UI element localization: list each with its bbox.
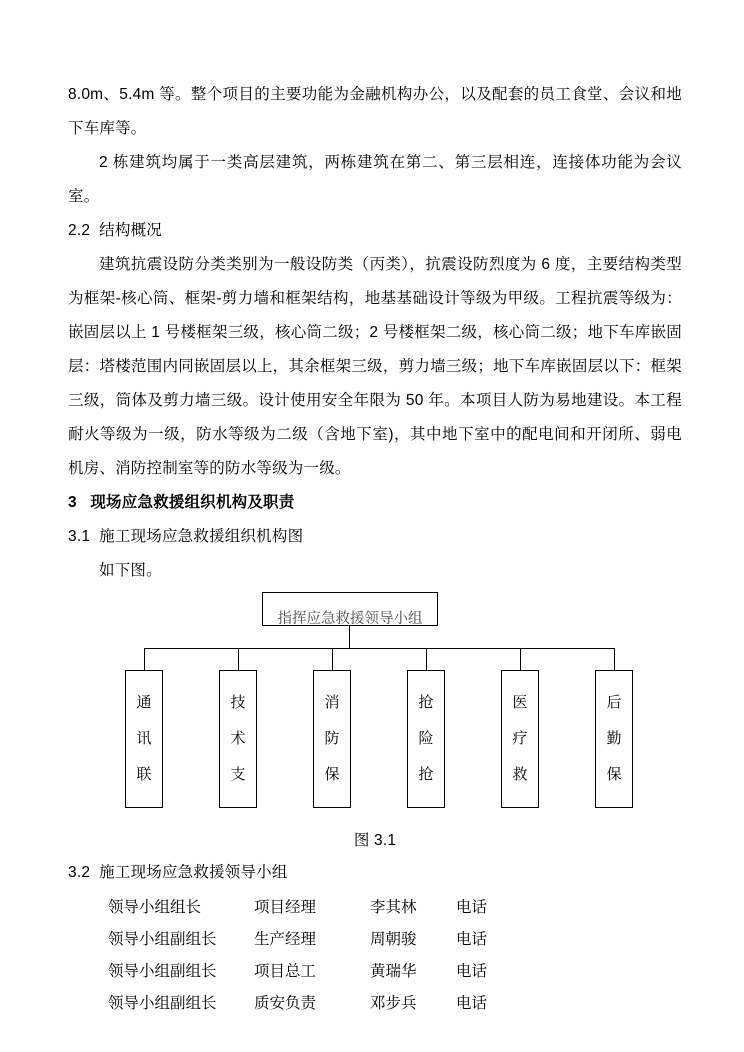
section-3-1-title: 施工现场应急救援组织机构图	[99, 528, 304, 545]
roster-position: 项目总工	[254, 963, 317, 980]
paragraph-continued: 8.0m、5.4m 等。整个项目的主要功能为金融机构办公，以及配套的员工食堂、会议和地下车库等。	[68, 86, 682, 137]
section-2-2-title: 结构概况	[99, 222, 162, 239]
roster-row	[68, 892, 682, 924]
paragraph-buildings: 2 栋建筑均属于一类高层建筑，两栋建筑在第二、第三层相连，连接体功能为会议室。	[68, 154, 682, 205]
org-chart-stem-3	[332, 648, 333, 670]
roster-name: 黄瑞华	[370, 963, 417, 980]
figure-caption: 图 3.1	[353, 832, 397, 849]
roster-name: 邓步兵	[370, 995, 417, 1012]
org-chart-node-label-4c: 抢	[418, 766, 434, 783]
org-chart-top-box	[262, 592, 438, 626]
roster-role: 领导小组副组长	[108, 931, 217, 948]
section-3-2-heading	[68, 856, 682, 890]
org-chart-stem-6	[614, 648, 615, 670]
org-chart-node-label-6c: 保	[606, 766, 622, 783]
org-chart-node-label-1: 通	[136, 694, 152, 711]
org-chart-node-label-3b: 防	[324, 730, 340, 747]
roster-contact: 电话	[456, 963, 488, 980]
roster-name: 周朝骏	[370, 931, 417, 948]
roster-contact: 电话	[456, 899, 488, 916]
org-chart-node-label-1c: 联	[136, 766, 152, 783]
roster-contact: 电话	[456, 995, 488, 1012]
section-2-2-heading	[68, 214, 682, 248]
roster-role: 领导小组副组长	[108, 963, 217, 980]
section-3-number: 3	[68, 494, 77, 511]
section-3-title: 现场应急救援组织机构及职责	[90, 494, 295, 511]
section-3-2-title: 施工现场应急救援领导小组	[99, 864, 288, 881]
org-chart-node-label-6b: 勤	[606, 730, 622, 747]
roster-name: 李其林	[370, 899, 417, 916]
org-chart-node-label-5: 医	[512, 694, 528, 711]
section-3-1-heading	[68, 520, 682, 554]
roster-row	[68, 924, 682, 956]
org-chart-bus-line	[144, 648, 614, 649]
section-3-1-number: 3.1	[68, 528, 91, 545]
org-chart-node-medical	[501, 670, 539, 808]
roster-role: 领导小组组长	[108, 899, 202, 916]
roster-position: 项目经理	[254, 899, 317, 916]
org-chart-stem-5	[520, 648, 521, 670]
roster-position: 生产经理	[254, 931, 317, 948]
section-2-2-number: 2.2	[68, 222, 91, 239]
roster-list	[68, 892, 682, 1020]
org-chart-node-label-2b: 术	[230, 730, 246, 747]
org-chart-node-label-6: 后	[606, 694, 622, 711]
roster-row	[68, 988, 682, 1020]
org-chart-stem-2	[238, 648, 239, 670]
org-chart-top-label: 指挥应急救援领导小组	[277, 611, 423, 626]
roster-row	[68, 956, 682, 988]
org-chart-node-communication	[125, 670, 163, 808]
org-chart-stem-1	[144, 648, 145, 670]
org-chart-node-technical	[219, 670, 257, 808]
section-3-heading	[68, 486, 682, 520]
org-chart-node-rescue	[407, 670, 445, 808]
org-chart-stem-4	[426, 648, 427, 670]
org-chart-trunk-line	[349, 626, 350, 648]
section-3-1-note: 如下图。	[99, 562, 162, 579]
roster-role: 领导小组副组长	[108, 995, 217, 1012]
org-chart-node-label-5c: 救	[512, 766, 528, 783]
org-chart-node-logistics	[595, 670, 633, 808]
roster-contact: 电话	[456, 931, 488, 948]
org-chart-diagram	[68, 592, 682, 824]
org-chart-node-label-3c: 保	[324, 766, 340, 783]
org-chart-node-label-4: 抢	[418, 694, 434, 711]
org-chart-node-label-5b: 疗	[512, 730, 528, 747]
org-chart-node-fire	[313, 670, 351, 808]
section-2-2-body: 建筑抗震设防分类类别为一般设防类（丙类），抗震设防烈度为 6 度，主要结构类型为框架-核心筒、框架-剪力墙和框架结构，地基基础设计等级为甲级。工程抗震等级为：嵌固层以上 1 号楼框架三级，核心筒二级；2 号楼框架二级，核心筒二级；地下车库嵌固层：塔楼范围内同嵌固层以上，其余框架三级，剪力墙三级；地下车库嵌固层以下：框架三级，筒体及剪力墙三级。设计使用安全年限为 50 年。本项目人防为易地建设。本工程耐火等级为一级，防水等级为二级（含地下室)，其中地下室中的配电间和开闭所、弱电机房、消防控制室等的防水等级为一级。	[68, 256, 682, 477]
org-chart-node-label-2c: 支	[230, 766, 246, 783]
org-chart-node-label-1b: 讯	[136, 730, 152, 747]
org-chart-node-label-4b: 险	[418, 730, 434, 747]
section-3-2-number: 3.2	[68, 864, 91, 881]
roster-position: 质安负责	[254, 995, 317, 1012]
org-chart-node-label-2: 技	[230, 694, 246, 711]
org-chart-node-label-3: 消	[324, 694, 340, 711]
